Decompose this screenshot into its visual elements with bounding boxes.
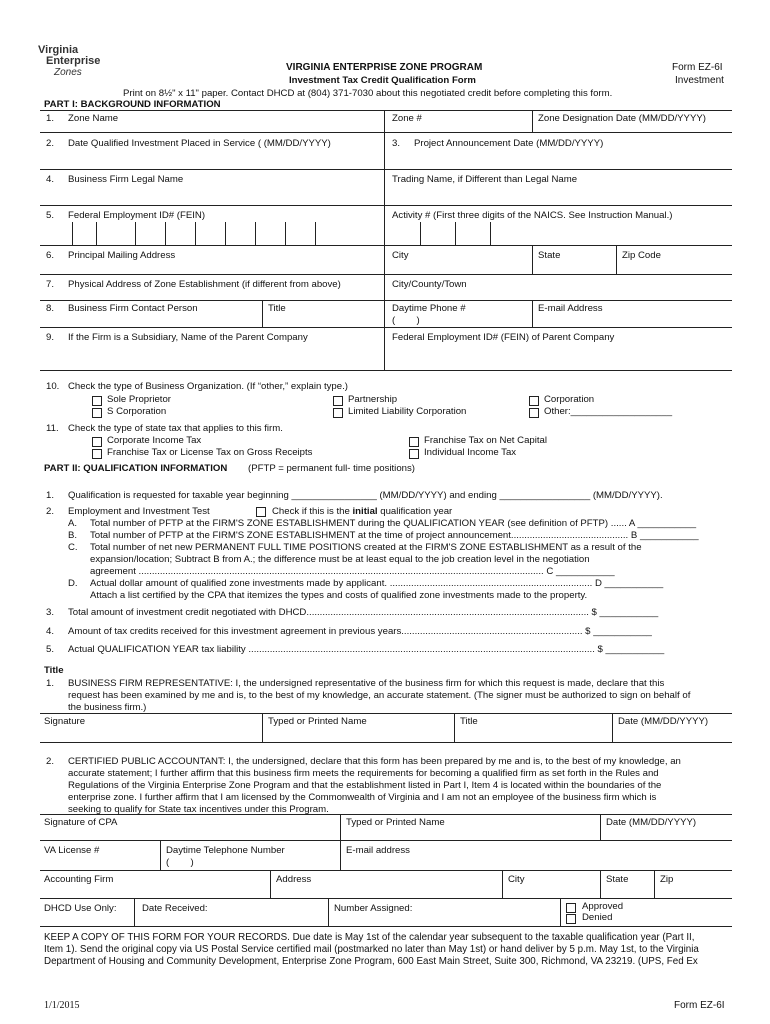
individual-income-tax-label: Individual Income Tax <box>424 447 517 458</box>
p2-item3-num: 3. <box>46 607 55 618</box>
row9-num: 9. <box>46 332 55 343</box>
p2-item4-num: 4. <box>46 626 55 637</box>
d2-num: 2. <box>46 756 55 767</box>
daytime-phone-label[interactable]: Daytime Phone # <box>392 303 466 314</box>
previous-credits-line[interactable]: Amount of tax credits received for this investment agreement in previous years.................................................................... $ ___________ <box>68 626 652 637</box>
part3-title: Title <box>44 665 64 676</box>
row3-num: 3. <box>392 138 401 149</box>
phone-area-code[interactable]: ( ) <box>392 315 420 326</box>
cpa-city-field[interactable]: City <box>508 874 525 885</box>
item-d-line1[interactable]: Actual dollar amount of qualified zone investments made by applicant. ............................................................................ D ___________ <box>90 578 664 589</box>
contact-title-label[interactable]: Title <box>268 303 286 314</box>
p2-item1-num: 1. <box>46 490 55 501</box>
individual-income-tax-checkbox[interactable] <box>409 449 419 459</box>
initial-year-label: Check if this is the initial qualification year <box>272 506 453 517</box>
logo-line2: Enterprise <box>46 55 101 67</box>
negotiated-credit-line[interactable]: Total amount of investment credit negotiated with DHCD.......................................................................................................... $ ___________ <box>68 607 659 618</box>
partnership-checkbox[interactable] <box>333 396 343 406</box>
part1-title: PART I: BACKGROUND INFORMATION <box>44 99 221 110</box>
tax-liability-line[interactable]: Actual QUALIFICATION YEAR tax liability .................................................................................................................................. $ ___________ <box>68 644 665 655</box>
project-announcement-date-label[interactable]: Project Announcement Date (MM/DD/YYYY) <box>414 138 604 149</box>
approved-checkbox[interactable] <box>566 903 576 913</box>
activity-naics-label[interactable]: Activity # (First three digits of the NAICS. See Instruction Manual.) <box>392 210 673 221</box>
franchise-gross-receipts-checkbox[interactable] <box>92 449 102 459</box>
date-field[interactable]: Date (MM/DD/YYYY) <box>618 716 709 727</box>
cpa-zip-field[interactable]: Zip <box>660 874 674 885</box>
number-assigned-field[interactable]: Number Assigned: <box>334 903 413 914</box>
item-c-line2: expansion/location; Subtract B from A.; the difference must be at least equal to the job creation level in the negotiation <box>90 554 590 565</box>
d1-line3: the business firm.) <box>68 702 147 713</box>
d1-line2: request has been examined by me and is, to the best of my knowledge, an accurate statement. (The signer must be authorized to sign on behalf of <box>68 690 691 701</box>
footer-line2: Item 1). Send the original copy via US Postal Service certified mail (postmarked no later than May 1st) or hand deliver by 5 p.m. May 1st, to the Virginia <box>44 944 699 955</box>
s-corporation-label: S Corporation <box>107 406 167 417</box>
signature-field[interactable]: Signature <box>44 716 86 727</box>
d1-line1: BUSINESS FIRM REPRESENTATIVE: I, the undersigned representative of the business firm for which this request is made, declare that this <box>68 678 665 689</box>
corporate-income-tax-checkbox[interactable] <box>92 437 102 447</box>
row7-num: 7. <box>46 279 55 290</box>
franchise-net-capital-checkbox[interactable] <box>409 437 419 447</box>
footer-form-number: Form EZ-6I <box>674 1000 725 1011</box>
form-subtitle: Investment Tax Credit Qualification Form <box>289 75 476 86</box>
date-received-field[interactable]: Date Received: <box>142 903 208 914</box>
approved-label: Approved <box>582 901 624 912</box>
dhcd-use-only-label: DHCD Use Only: <box>44 903 117 914</box>
corporation-label: Corporation <box>544 394 595 405</box>
item-a-letter: A. <box>68 518 78 529</box>
city-county-town-label[interactable]: City/County/Town <box>392 279 467 290</box>
item-c-line1: Total number of net new PERMANENT FULL TIME POSITIONS created at the FIRM'S ZONE ESTABLISHMENT as a result of the <box>90 542 642 553</box>
zone-number-label[interactable]: Zone # <box>392 113 422 124</box>
city-label[interactable]: City <box>392 250 409 261</box>
logo-line1: Virginia <box>38 44 79 56</box>
corporate-income-tax-label: Corporate Income Tax <box>107 435 202 446</box>
fein-label[interactable]: Federal Employment ID# (FEIN) <box>68 210 206 221</box>
trading-name-label[interactable]: Trading Name, if Different than Legal Name <box>392 174 578 185</box>
denied-label: Denied <box>582 912 613 923</box>
sole-proprietor-label: Sole Proprietor <box>107 394 171 405</box>
d2-line5: seeking to qualify for State tax incentives under this Program. <box>68 804 329 815</box>
cpa-date-field[interactable]: Date (MM/DD/YYYY) <box>606 817 697 828</box>
d2-line4: enterprise zone. I further affirm that I am licensed by the Commonwealth of Virginia and I am not an employee of the business firm which is <box>68 792 657 803</box>
item-b-line[interactable]: Total number of PFTP at the FIRM'S ZONE ESTABLISHMENT at the time of project announcement............................................ B ___________ <box>90 530 699 541</box>
p2-item2-num: 2. <box>46 506 55 517</box>
row1-num: 1. <box>46 113 55 124</box>
franchise-net-capital-label: Franchise Tax on Net Capital <box>424 435 548 446</box>
s-corporation-checkbox[interactable] <box>92 408 102 418</box>
zip-label[interactable]: Zip Code <box>622 250 661 261</box>
form-title: VIRGINIA ENTERPRISE ZONE PROGRAM <box>286 62 483 73</box>
typed-name-field[interactable]: Typed or Printed Name <box>268 716 367 727</box>
form-number: Form EZ-6I <box>672 62 723 73</box>
employment-investment-test-label: Employment and Investment Test <box>68 506 210 517</box>
revision-date: 1/1/2015 <box>44 1000 80 1011</box>
initial-year-checkbox[interactable] <box>256 507 266 517</box>
row4-num: 4. <box>46 174 55 185</box>
contact-person-label[interactable]: Business Firm Contact Person <box>68 303 198 314</box>
part2-title: PART II: QUALIFICATION INFORMATION <box>44 463 228 474</box>
footer-line3: Department of Housing and Community Development, Enterprise Zone Program, 600 East Main Street, Suite 300, Richmond, VA 23219. (UPS, Fed Ex <box>44 956 698 967</box>
row8-num: 8. <box>46 303 55 314</box>
cpa-address-field[interactable]: Address <box>276 874 312 885</box>
llc-checkbox[interactable] <box>333 408 343 418</box>
footer-line1: KEEP A COPY OF THIS FORM FOR YOUR RECORDS. Due date is May 1st of the calendar year subsequent to the taxable qualification year (Part II, <box>44 932 695 943</box>
d2-line1: CERTIFIED PUBLIC ACCOUNTANT: I, the undersigned, declare that this form has been prepared by me and is, to the best of my knowledge, an <box>68 756 681 767</box>
d2-line3: Regulations of the Virginia Enterprise Zone Program and that the establishment listed in Part I, Item 4 is located within the boundaries of the <box>68 780 662 791</box>
corporation-checkbox[interactable] <box>529 396 539 406</box>
zone-name-label[interactable]: Zone Name <box>68 113 119 124</box>
logo-line3: Zones <box>54 67 82 78</box>
parent-fein-label[interactable]: Federal Employment ID# (FEIN) of Parent Company <box>392 332 615 343</box>
va-license-field[interactable]: VA License # <box>44 845 100 856</box>
item-c-line3[interactable]: agreement ........................................................................................................................................................ C ___________ <box>90 566 615 577</box>
row5-num: 5. <box>46 210 55 221</box>
row6-num: 6. <box>46 250 55 261</box>
q11-num: 11. <box>46 423 59 434</box>
print-note: Print on 8½" x 11" paper. Contact DHCD at (804) 371-7030 about this negotiated credit before completing this form. <box>123 88 613 99</box>
row2-num: 2. <box>46 138 55 149</box>
virginia-enterprise-zones-logo <box>34 44 114 84</box>
d2-line2: accurate statement; I further affirm that this business firm meets the requirements for becoming a qualified firm as set forth in the Rules and <box>68 768 659 779</box>
item-b-letter: B. <box>68 530 78 541</box>
accounting-firm-field[interactable]: Accounting Firm <box>44 874 114 885</box>
d1-num: 1. <box>46 678 55 689</box>
business-legal-name-label[interactable]: Business Firm Legal Name <box>68 174 184 185</box>
email-label[interactable]: E-mail Address <box>538 303 603 314</box>
parent-company-label[interactable]: If the Firm is a Subsidiary, Name of the Parent Company <box>68 332 308 343</box>
sole-proprietor-checkbox[interactable] <box>92 396 102 406</box>
qualification-year-line[interactable]: Qualification is requested for taxable year beginning ________________ (MM/DD/YYYY) and ending _________________ (MM/DD/YYYY). <box>68 490 663 501</box>
llc-label: Limited Liability Corporation <box>348 406 467 417</box>
title-field[interactable]: Title <box>460 716 478 727</box>
q10-text: Check the type of Business Organization. (If “other,” explain type.) <box>68 381 348 392</box>
q10-num: 10. <box>46 381 60 392</box>
mailing-address-label[interactable]: Principal Mailing Address <box>68 250 176 261</box>
cpa-phone-area[interactable]: ( ) <box>166 857 194 868</box>
item-a-line[interactable]: Total number of PFTP at the FIRM'S ZONE ESTABLISHMENT during the QUALIFICATION YEAR (see definition of PFTP) ...... A ___________ <box>90 518 697 529</box>
p2-item5-num: 5. <box>46 644 55 655</box>
form-type: Investment <box>675 75 724 86</box>
investment-date-label[interactable]: Date Qualified Investment Placed in Service ( (MM/DD/YYYY) <box>68 138 331 149</box>
q11-text: Check the type of state tax that applies to this firm. <box>68 423 283 434</box>
partnership-label: Partnership <box>348 394 398 405</box>
item-d-letter: D. <box>68 578 78 589</box>
cpa-phone-field[interactable]: Daytime Telephone Number <box>166 845 285 856</box>
other-checkbox[interactable] <box>529 408 539 418</box>
franchise-gross-receipts-label: Franchise Tax or License Tax on Gross Receipts <box>107 447 313 458</box>
state-label[interactable]: State <box>538 250 561 261</box>
cpa-signature-field[interactable]: Signature of CPA <box>44 817 118 828</box>
cpa-typed-name-field[interactable]: Typed or Printed Name <box>346 817 445 828</box>
zone-designation-date-label[interactable]: Zone Designation Date (MM/DD/YYYY) <box>538 113 706 124</box>
physical-address-label[interactable]: Physical Address of Zone Establishment (if different from above) <box>68 279 341 290</box>
part2-title-note: (PFTP = permanent full- time positions) <box>248 463 415 474</box>
cpa-email-field[interactable]: E-mail address <box>346 845 410 856</box>
item-d-line2: Attach a list certified by the CPA that itemizes the types and costs of qualified zone investments made to the property. <box>90 590 588 601</box>
cpa-state-field[interactable]: State <box>606 874 629 885</box>
item-c-letter: C. <box>68 542 78 553</box>
other-label[interactable]: Other:___________________ <box>544 406 673 417</box>
denied-checkbox[interactable] <box>566 914 576 924</box>
